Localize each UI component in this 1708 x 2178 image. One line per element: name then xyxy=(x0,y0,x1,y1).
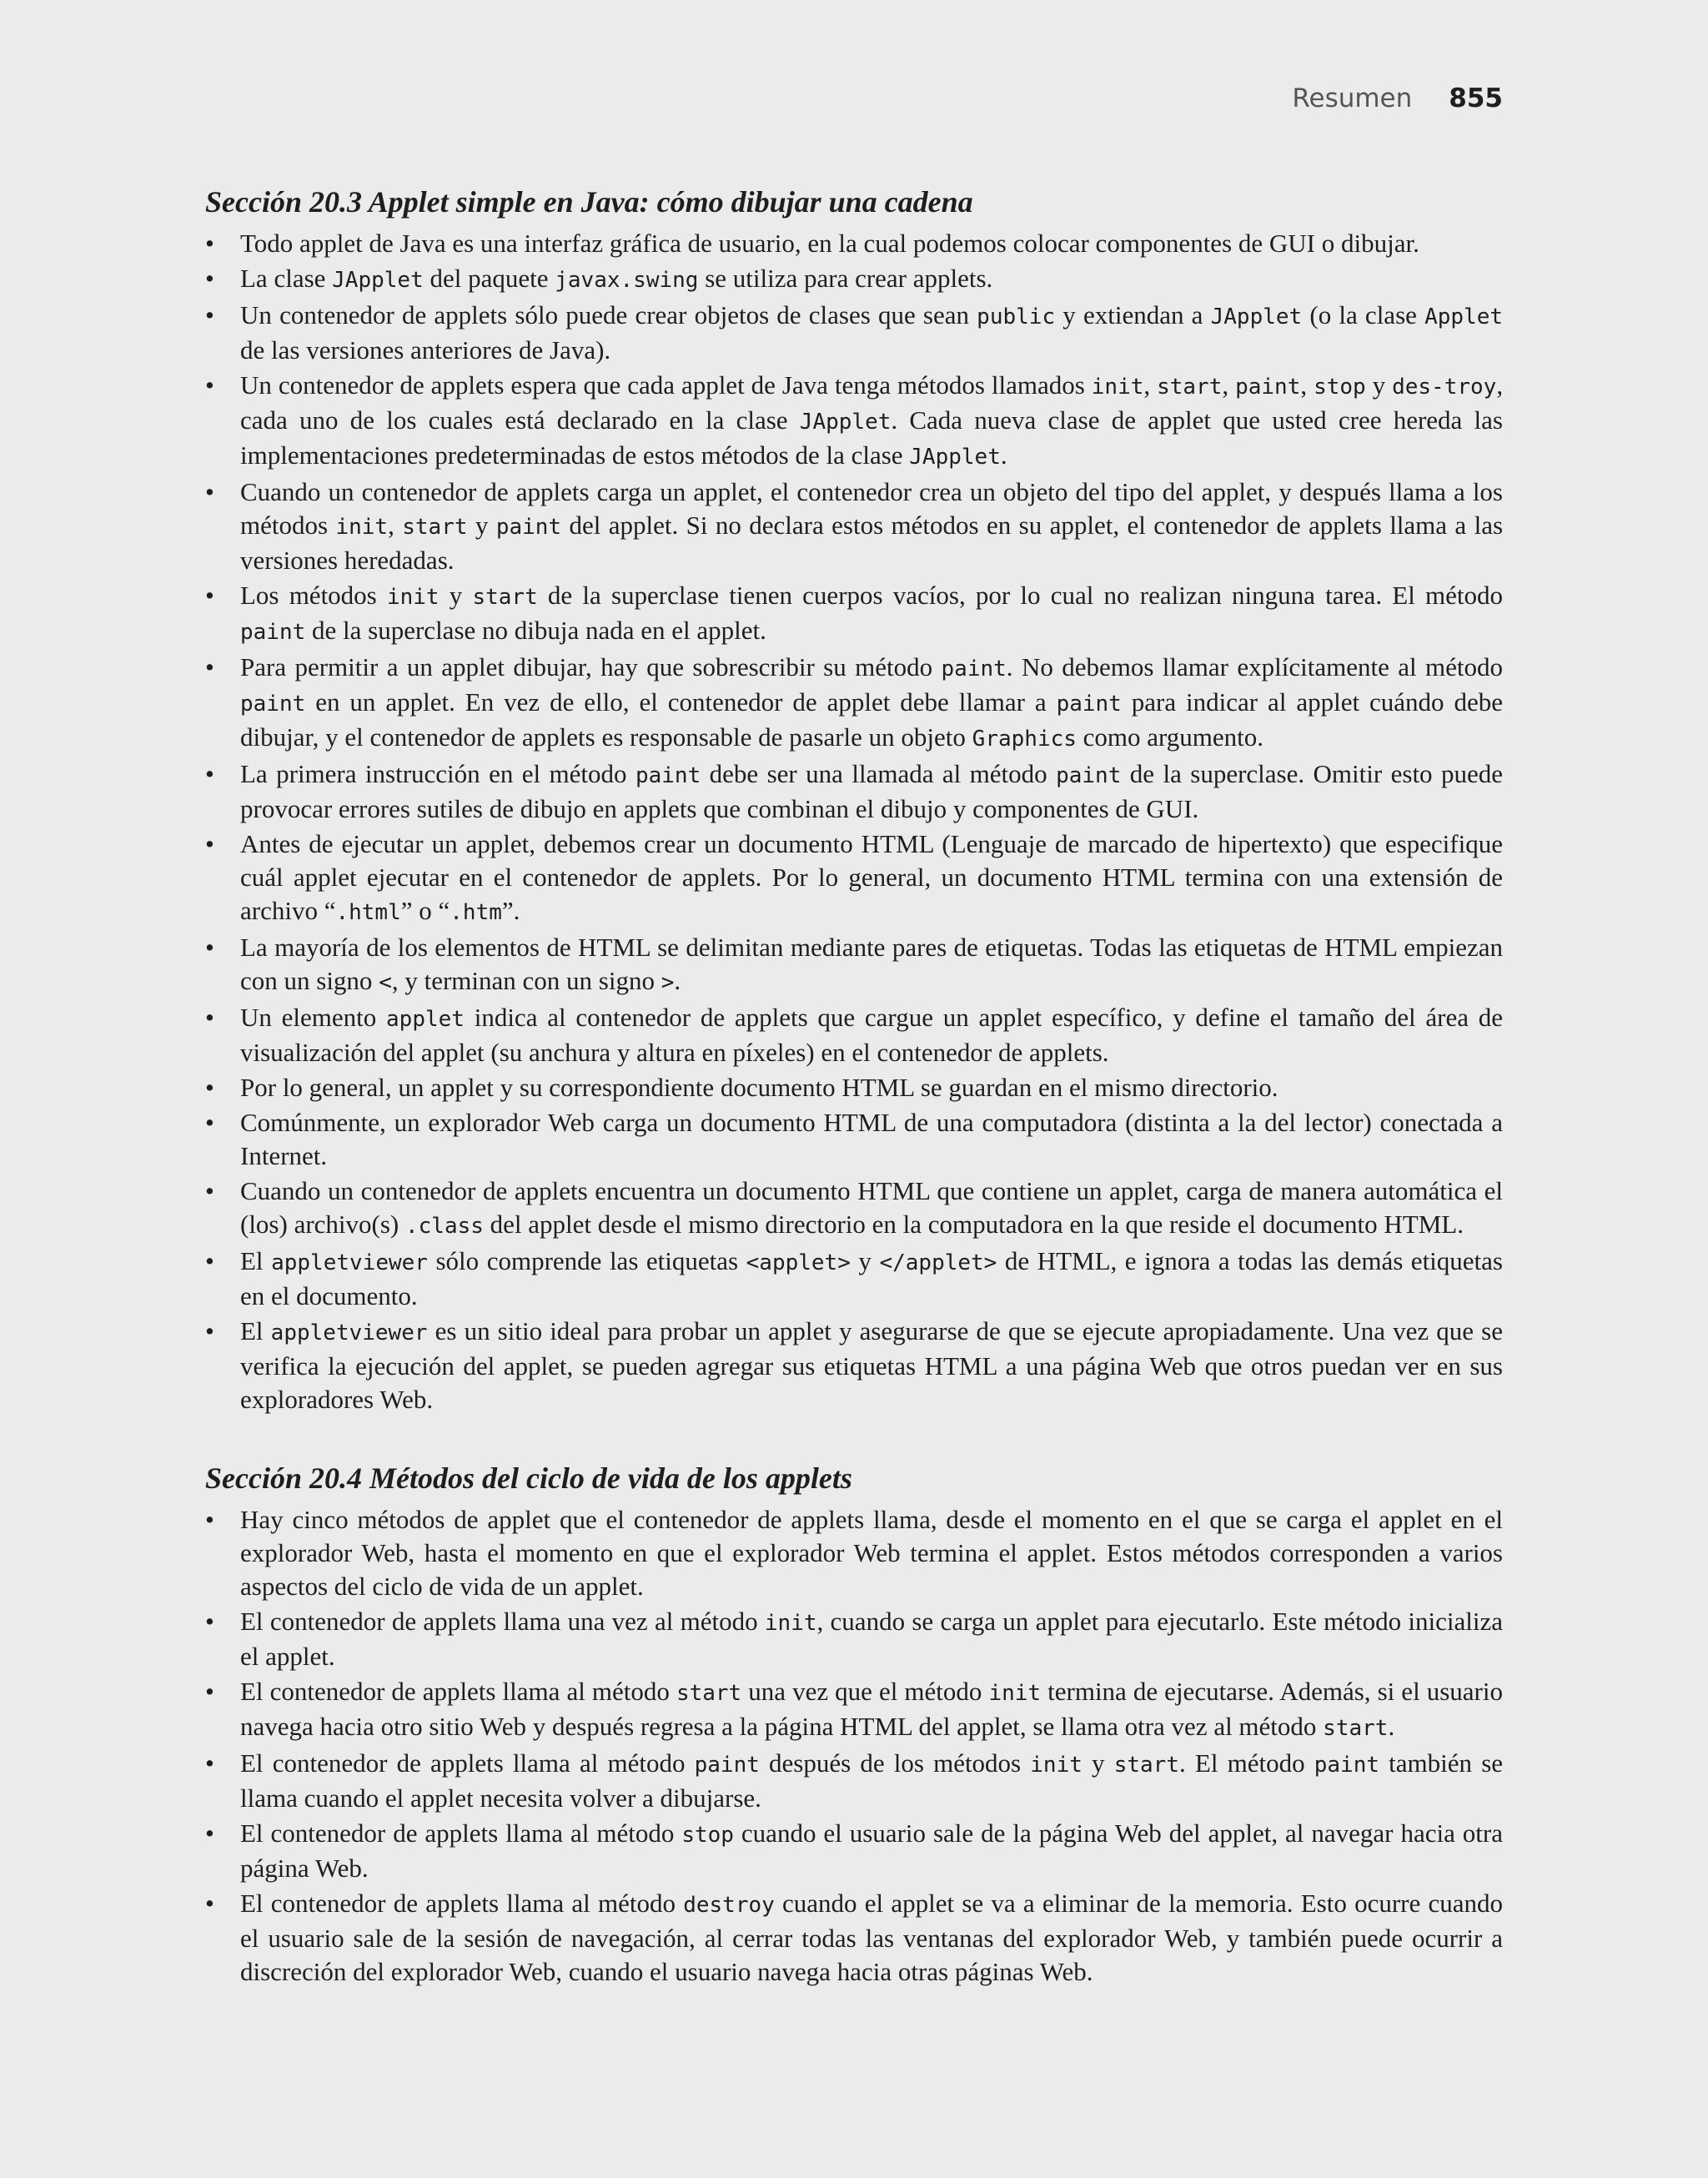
bullet-text: y xyxy=(467,511,496,540)
bullet-text: . El método xyxy=(1179,1748,1314,1778)
bullet-text: . xyxy=(1388,1712,1395,1741)
bullet-text: El contenedor de applets llama al método xyxy=(240,1818,682,1848)
bullet-text: , xyxy=(1222,370,1236,400)
bullet-text: . No debemos llamar explícitamente al método xyxy=(1006,652,1504,682)
inline-code: start xyxy=(1113,1753,1179,1778)
bullet-text: Hay cinco métodos de applet que el contenedor de applets llama, desde el momento en el que se carga el applet en el explorador Web, hasta el momento en que el explorador Web termina el applet. Estos métodos corresponden a varios aspectos del ciclo de vida de un applet. xyxy=(240,1505,1503,1601)
bullet-text: , cuando se carga un applet para ejecutarlo. Este método inicializa el applet. xyxy=(240,1607,1503,1671)
bullet-text: , y terminan con un signo xyxy=(391,966,661,995)
inline-code: init xyxy=(386,585,440,610)
inline-code: JApplet xyxy=(332,268,424,293)
bullet-text: Por lo general, un applet y su correspondiente documento HTML se guardan en el mismo directorio. xyxy=(240,1073,1278,1102)
inline-code: .class xyxy=(405,1214,484,1239)
bullet-text: cuando el usuario sale de la página Web del applet, al navegar hacia otra página Web. xyxy=(240,1818,1504,1883)
inline-code: .html xyxy=(335,900,401,925)
inline-code: appletviewer xyxy=(270,1320,428,1346)
bullet-item xyxy=(205,1106,1503,1173)
page-number: 855 xyxy=(1449,83,1503,113)
bullet-text: del applet. Si no declara estos métodos en su applet, el contenedor de applets llama a las versiones heredadas. xyxy=(240,511,1504,575)
bullet-text: de la superclase. Omitir esto puede provocar errores sutiles de dibujo en applets que combinan el dibujo y componentes de GUI. xyxy=(240,759,1503,823)
bullet-text: una vez que el método xyxy=(741,1677,989,1706)
bullet-text: El contenedor de applets llama al método xyxy=(240,1748,695,1778)
inline-code: Applet xyxy=(1424,304,1503,329)
bullet-item xyxy=(205,579,1503,649)
bullet-item xyxy=(205,1747,1503,1815)
bullet-list xyxy=(205,227,1503,1416)
bullet-text: en un applet. En vez de ello, el contenedor de applet debe llamar a xyxy=(305,687,1057,717)
inline-code: init xyxy=(764,1611,817,1636)
inline-code: destroy xyxy=(683,1893,775,1918)
bullet-text: . xyxy=(1000,440,1007,470)
bullet-item xyxy=(205,299,1503,367)
inline-code: paint xyxy=(1056,692,1122,717)
bullet-text: ” o “ xyxy=(400,896,450,925)
inline-code: .htm xyxy=(450,900,502,925)
bullet-item xyxy=(205,1245,1503,1313)
bullet-text: Cuando un contenedor de applets encuentra un documento HTML que contiene un applet, carga de manera automática el (los) archivo(s) xyxy=(240,1176,1503,1239)
inline-code: des-troy xyxy=(1392,375,1497,400)
inline-code: paint xyxy=(694,1753,760,1778)
bullet-item xyxy=(205,369,1503,474)
bullet-item xyxy=(205,1605,1503,1673)
bullet-text: El xyxy=(240,1246,272,1275)
section-20-3 xyxy=(205,182,1503,1416)
inline-code: paint xyxy=(240,692,306,717)
inline-code: paint xyxy=(1314,1753,1380,1778)
section-title: Sección 20.3 Applet simple en Java: cómo dibujar una cadena xyxy=(205,185,973,219)
inline-code: start xyxy=(676,1681,742,1706)
page-body xyxy=(205,182,1503,2030)
bullet-item xyxy=(205,827,1503,929)
bullet-item xyxy=(205,1503,1503,1603)
bullet-text: . xyxy=(674,966,681,995)
bullet-text: Los métodos xyxy=(240,581,387,610)
bullet-text: Cuando un contenedor de applets carga un applet, el contenedor crea un objeto del tipo del applet, y después llama a los métodos xyxy=(240,477,1503,540)
bullet-item xyxy=(205,1817,1503,1885)
bullet-text: cuando el applet se va a eliminar de la memoria. Esto ocurre cuando el usuario sale de la sesión de navegación, al cerrar todas las ventanas del explorador Web, y también puede ocurrir a discreción del explorador Web, cuando el usuario navega hacia otras páginas Web. xyxy=(240,1889,1503,1986)
bullet-text: debe ser una llamada al método xyxy=(701,759,1057,788)
bullet-item xyxy=(205,651,1503,756)
bullet-text: El contenedor de applets llama una vez al método xyxy=(240,1607,765,1636)
running-head-section: Resumen xyxy=(1292,83,1413,113)
bullet-text: , xyxy=(1300,370,1314,400)
bullet-text: Un contenedor de applets sólo puede crear objetos de clases que sean xyxy=(240,300,977,329)
bullet-text: Todo applet de Java es una interfaz gráfica de usuario, en la cual podemos colocar componentes de GUI o dibujar. xyxy=(240,229,1419,258)
bullet-text: y extiendan a xyxy=(1055,300,1211,329)
bullet-text: del paquete xyxy=(423,264,555,293)
bullet-text: como argumento. xyxy=(1076,722,1264,752)
bullet-text: y xyxy=(850,1246,880,1275)
bullet-text: El contenedor de applets llama al método xyxy=(240,1889,684,1918)
bullet-text: Comúnmente, un explorador Web carga un documento HTML de una computadora (distinta a la del lector) conectada a Internet. xyxy=(240,1108,1503,1170)
bullet-text: La mayoría de los elementos de HTML se delimitan mediante pares de etiquetas. Todas las etiquetas de HTML empiezan con un signo xyxy=(240,933,1503,995)
bullet-text: La primera instrucción en el método xyxy=(240,759,635,788)
bullet-text: Para permitir a un applet dibujar, hay que sobrescribir su método xyxy=(240,652,942,682)
inline-code: paint xyxy=(495,515,562,540)
bullet-item xyxy=(205,1001,1503,1069)
bullet-text: La clase xyxy=(240,264,333,293)
inline-code: paint xyxy=(635,763,701,788)
bullet-item xyxy=(205,757,1503,826)
bullet-text: para indicar al applet cuándo debe dibujar, y el contenedor de applets es responsable de pasarle un objeto xyxy=(240,687,1504,752)
bullet-item xyxy=(205,1315,1503,1416)
bullet-text: de HTML, e ignora a todas las demás etiquetas en el documento. xyxy=(240,1246,1503,1310)
bullet-text: Antes de ejecutar un applet, debemos crear un documento HTML (Lenguaje de marcado de hipertexto) que especifique cuál applet ejecutar en el contenedor de applets. Por lo general, un documento HTML termina con una extensión de archivo “ xyxy=(240,829,1503,925)
bullet-text: Un elemento xyxy=(240,1003,387,1032)
section-title: Sección 20.4 Métodos del ciclo de vida de los applets xyxy=(205,1461,852,1495)
bullet-text: del applet desde el mismo directorio en la computadora en la que reside el documento HTML. xyxy=(483,1210,1464,1239)
bullet-text: de la superclase tienen cuerpos vacíos, por lo cual no realizan ninguna tarea. El método xyxy=(537,581,1503,610)
inline-code: applet xyxy=(386,1007,465,1032)
bullet-item xyxy=(205,227,1503,260)
bullet-text: es un sitio ideal para probar un applet y asegurarse de que se ejecute apropiadamente. Una vez que se verifica la ejecución del applet, se pueden agregar sus etiquetas HTML a una página Web que otros puedan ver en sus exploradores Web. xyxy=(240,1316,1503,1414)
inline-code: init xyxy=(335,515,389,540)
bullet-item xyxy=(205,475,1503,577)
bullet-text: y xyxy=(1082,1748,1114,1778)
inline-code: paint xyxy=(240,620,306,645)
running-head xyxy=(1292,83,1503,113)
bullet-text: . Cada nueva clase de applet que usted cree hereda las implementaciones predeterminadas de estos métodos de la clase xyxy=(240,405,1503,470)
bullet-item xyxy=(205,262,1503,297)
inline-code: JApplet xyxy=(799,410,892,435)
bullet-text: Un contenedor de applets espera que cada applet de Java tenga métodos llamados xyxy=(240,370,1092,400)
inline-code: paint xyxy=(1056,763,1122,788)
bullet-list xyxy=(205,1503,1503,1989)
bullet-text: , xyxy=(1143,370,1158,400)
bullet-text: y xyxy=(1365,370,1393,400)
inline-code: stop xyxy=(681,1823,734,1848)
inline-code: start xyxy=(1323,1716,1389,1741)
inline-code: init xyxy=(1091,375,1144,400)
bullet-text: sólo comprende las etiquetas xyxy=(427,1246,746,1275)
bullet-text: (o la clase xyxy=(1302,300,1425,329)
bullet-text: indica al contenedor de applets que cargue un applet específico, y define el tamaño del área de visualización del applet (su anchura y altura en píxeles) en el contenedor de applets. xyxy=(240,1003,1503,1067)
bullet-item xyxy=(205,1071,1503,1104)
bullet-text: también se llama cuando el applet necesita volver a dibujarse. xyxy=(240,1748,1504,1813)
bullet-text: después de los métodos xyxy=(759,1748,1031,1778)
inline-code: <applet> xyxy=(746,1250,851,1275)
inline-code: start xyxy=(1157,375,1223,400)
bullet-item xyxy=(205,1675,1503,1745)
inline-code: paint xyxy=(941,656,1007,682)
bullet-text: , xyxy=(388,511,403,540)
bullet-item xyxy=(205,931,1503,999)
inline-code: start xyxy=(472,585,538,610)
inline-code: stop xyxy=(1314,375,1366,400)
bullet-text: El contenedor de applets llama al método xyxy=(240,1677,676,1706)
inline-code: appletviewer xyxy=(271,1250,428,1275)
bullet-text: El xyxy=(240,1316,271,1346)
inline-code: init xyxy=(1030,1753,1083,1778)
bullet-text: de la superclase no dibuja nada en el applet. xyxy=(305,616,766,645)
inline-code: Graphics xyxy=(972,727,1077,752)
bullet-text: termina de ejecutarse. Además, si el usuario navega hacia otro sitio Web y después regresa a la página HTML del applet, se llama otra vez al método xyxy=(240,1677,1503,1741)
inline-code: public xyxy=(977,304,1056,329)
inline-code: < xyxy=(379,970,392,995)
inline-code: paint xyxy=(1235,375,1301,400)
bullet-text: y xyxy=(439,581,473,610)
bullet-text: de las versiones anteriores de Java). xyxy=(240,335,611,365)
section-20-4 xyxy=(205,1458,1503,1989)
inline-code: init xyxy=(988,1681,1042,1706)
inline-code: > xyxy=(661,970,675,995)
inline-code: JApplet xyxy=(1210,304,1303,329)
inline-code: start xyxy=(402,515,468,540)
bullet-item xyxy=(205,1887,1503,1989)
bullet-text: , cada uno de los cuales está declarado en la clase xyxy=(240,370,1504,435)
inline-code: javax.swing xyxy=(555,268,699,293)
bullet-text: ”. xyxy=(501,896,520,925)
inline-code: </applet> xyxy=(879,1250,997,1275)
bullet-item xyxy=(205,1175,1503,1243)
inline-code: JApplet xyxy=(909,445,1001,470)
bullet-text: se utiliza para crear applets. xyxy=(698,264,993,293)
